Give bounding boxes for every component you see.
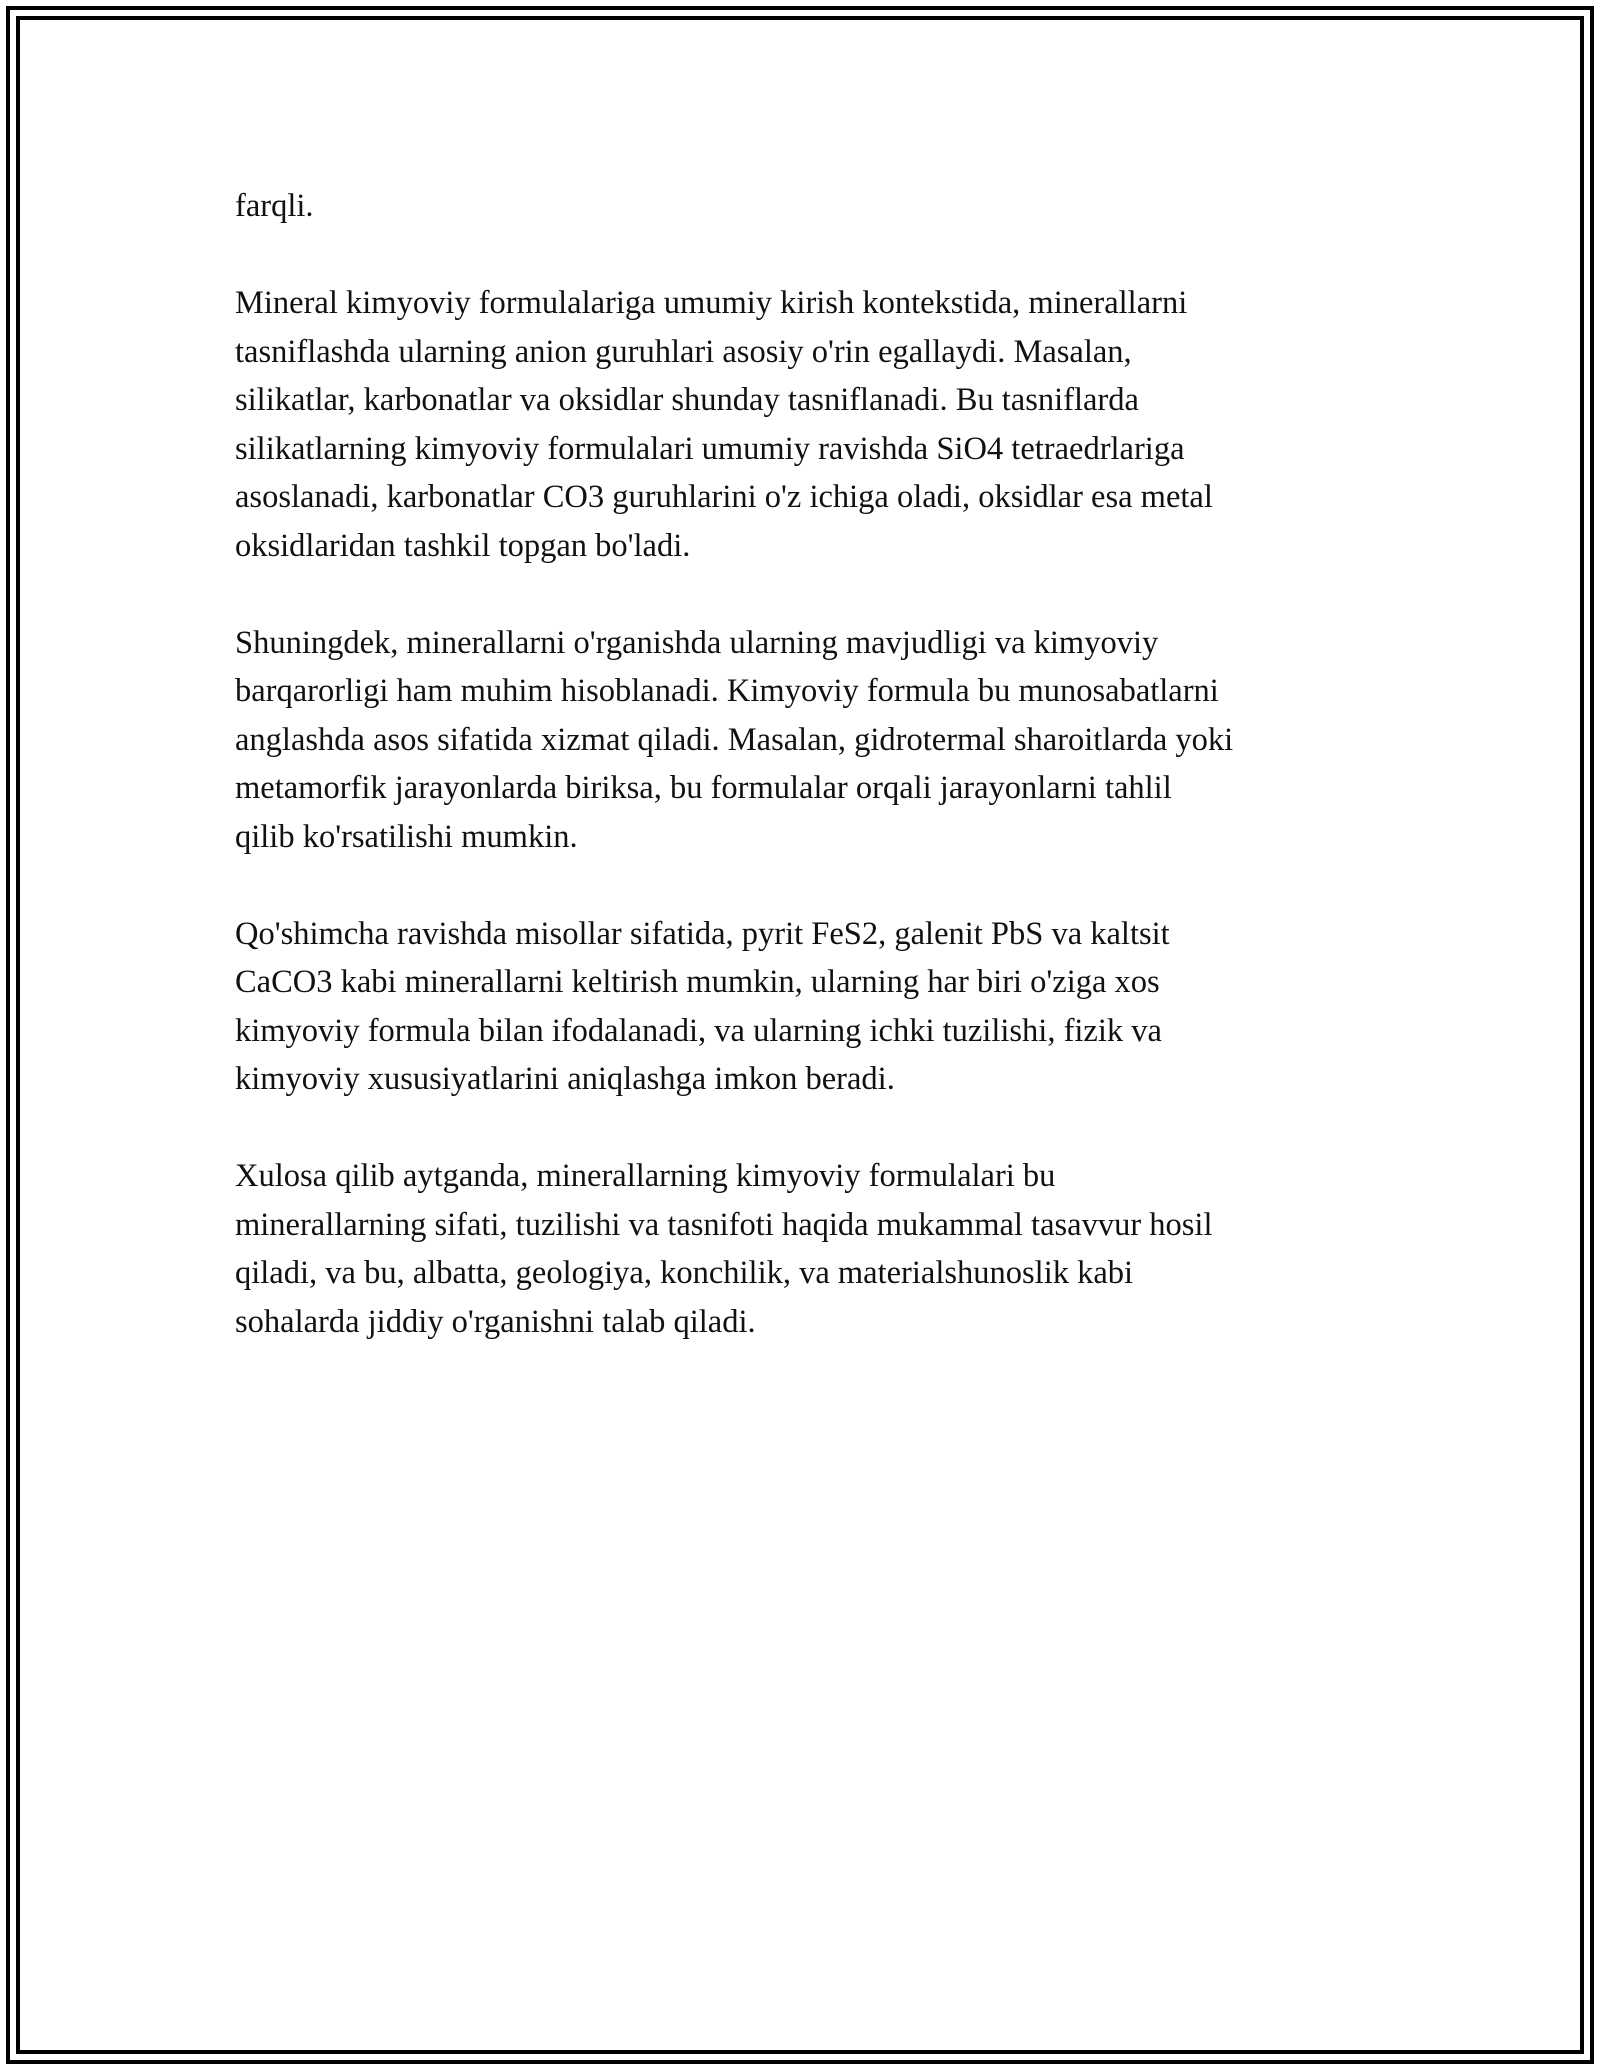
paragraph-3: Shuningdek, minerallarni o'rganishda ularning mavjudligi va kimyoviy barqarorligi ham muhim hisoblanadi. Kimyoviy formula bu munosabatlarni anglashda asos sifatida xizmat qiladi. Masalan, gidrotermal sharoitlarda yoki metamorfik jarayonlarda biriksa, bu formulalar orqali jarayonlarni tahlil qilib ko'rsatilishi mumkin. <box>235 624 1234 855</box>
paragraph-2: Mineral kimyoviy formulalariga umumiy kirish kontekstida, minerallarni tasniflashda ularning anion guruhlari asosiy o'rin egallaydi. Masalan, silikatlar, karbonatlar va oksidlar shunday tasniflanadi. Bu tasniflarda silikatlarning kimyoviy formulalari umumiy ravishda SiO4 tetraedrlariga asoslanadi, karbonatlar CO3 guruhlarini o'z ichiga oladi, oksidlar esa metal oksidlaridan tashkil topgan bo'ladi. <box>235 285 1213 564</box>
paragraph-5: Xulosa qilib aytganda, minerallarning kimyoviy formulalari bu minerallarning sifati, tuzilishi va tasnifoti haqida mukammal tasavvur hosil qiladi, va bu, albatta, geologiya, konchilik, va materialshunoslik kabi sohalarda jiddiy o'rganishni talab qiladi. <box>235 1158 1213 1340</box>
paragraph-4: Qo'shimcha ravishda misollar sifatida, pyrit FeS2, galenit PbS va kaltsit CaCO3 kabi minerallarni keltirish mumkin, ularning har biri o'ziga xos kimyoviy formula bilan ifodalanadi, va ularning ichki tuzilishi, fizik va kimyoviy xususiyatlarini aniqlashga imkon beradi. <box>235 915 1170 1097</box>
paragraph-1: farqli. <box>235 188 314 224</box>
document-body <box>235 182 1385 1395</box>
